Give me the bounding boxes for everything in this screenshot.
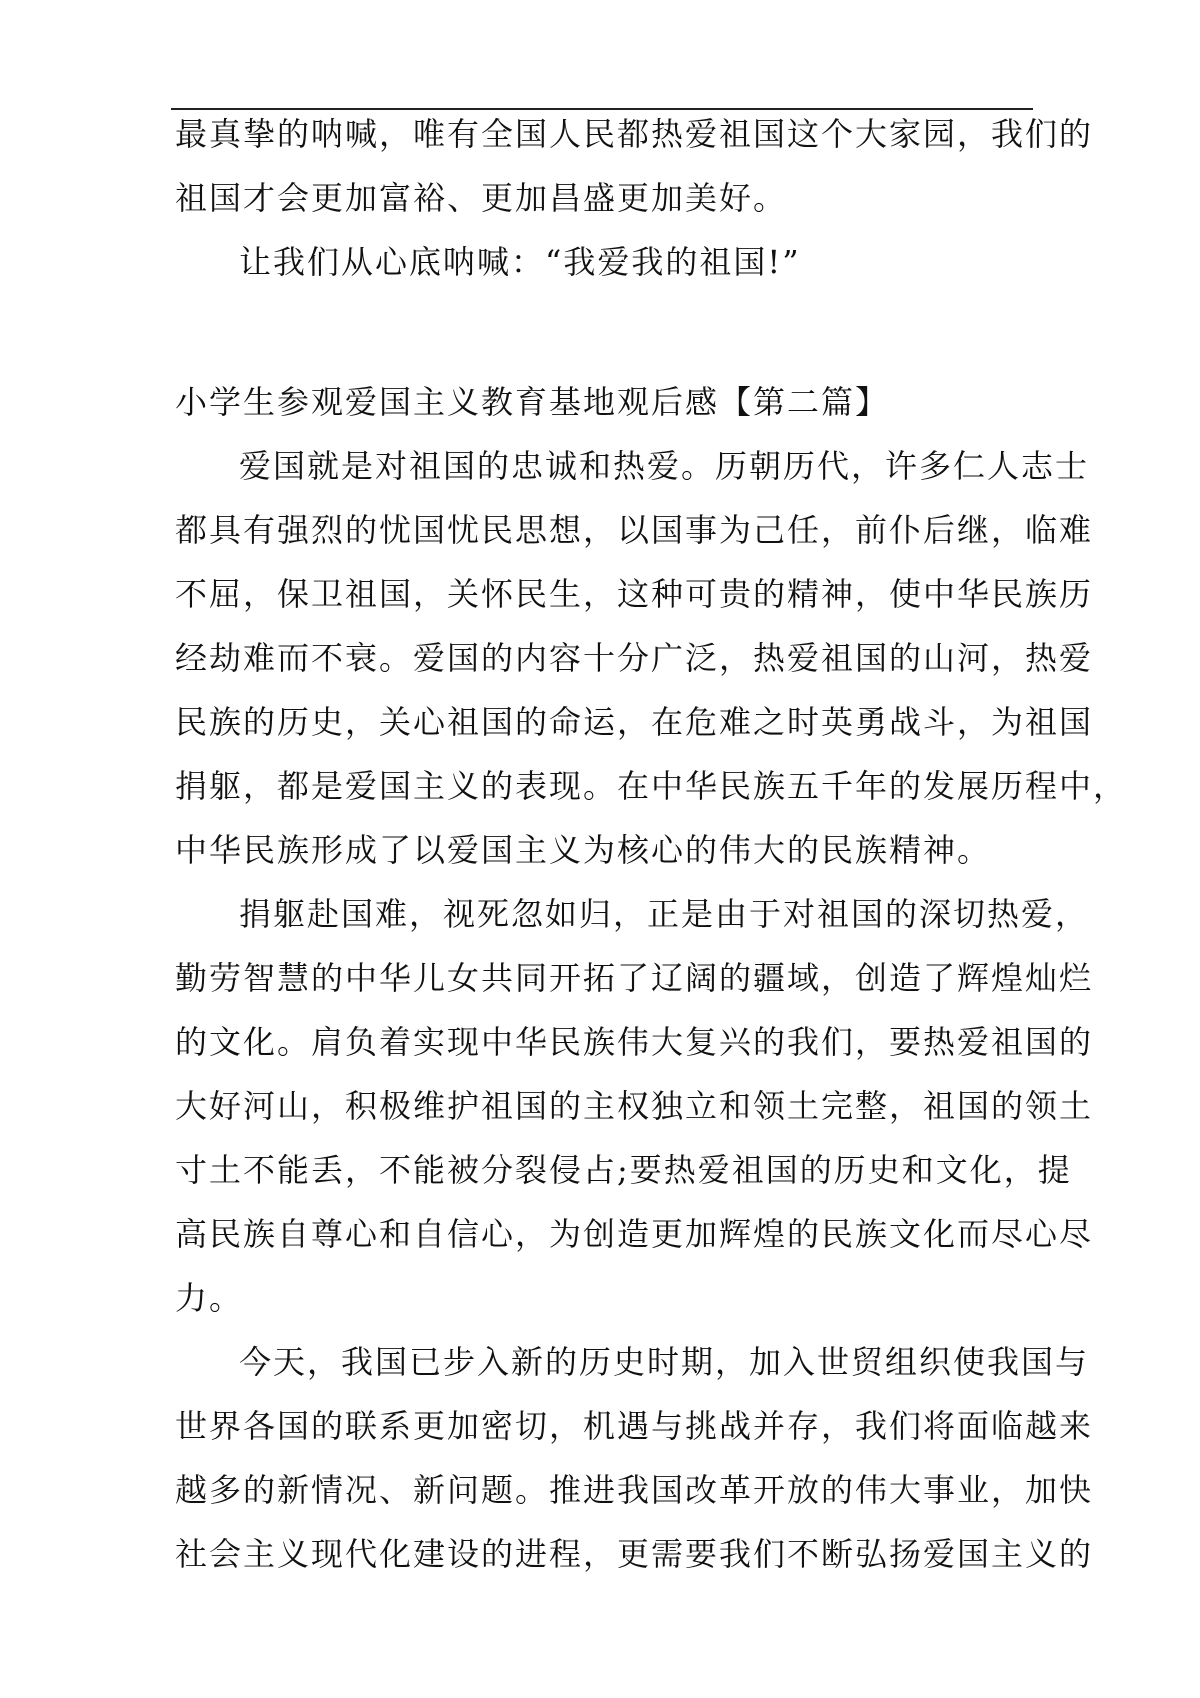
text-line: 大好河山，积极维护祖国的主权独立和领土完整，祖国的领土 [175, 1087, 1094, 1125]
text-line: 高民族自尊心和自信心，为创造更加辉煌的民族文化而尽心尽 [175, 1215, 1094, 1253]
text-line: 爱国就是对祖国的忠诚和热爱。历朝历代，许多仁人志士 [239, 447, 1090, 485]
text-line: 力。 [175, 1279, 244, 1317]
text-line: 不屈，保卫祖国，关怀民生，这种可贵的精神，使中华民族历 [175, 575, 1094, 613]
text-line: 世界各国的联系更加密切，机遇与挑战并存，我们将面临越来 [175, 1407, 1094, 1445]
text-line: 社会主义现代化建设的进程，更需要我们不断弘扬爱国主义的 [175, 1535, 1094, 1573]
text-line: 今天，我国已步入新的历史时期，加入世贸组织使我国与 [239, 1343, 1090, 1381]
text-line: 勤劳智慧的中华儿女共同开拓了辽阔的疆域，创造了辉煌灿烂 [175, 959, 1094, 997]
text-line: 寸土不能丢，不能被分裂侵占;要热爱祖国的历史和文化，提 [175, 1151, 1072, 1189]
text-line: 捐躯赴国难，视死忽如归，正是由于对祖国的深切热爱， [239, 895, 1090, 933]
text-line: 都具有强烈的忧国忧民思想，以国事为己任，前仆后继，临难 [175, 511, 1094, 549]
text-line: 中华民族形成了以爱国主义为核心的伟大的民族精神。 [175, 831, 992, 869]
closing-line: 让我们从心底呐喊：“我爱我的祖国!” [239, 243, 801, 281]
section-title [175, 370, 1035, 434]
paragraph-2 [175, 882, 1094, 1330]
paragraph-3 [175, 1330, 1094, 1586]
paragraph-1 [175, 434, 1128, 882]
text-line: 祖国才会更加富裕、更加昌盛更加美好。 [175, 179, 788, 217]
text-line: 越多的新情况、新问题。推进我国改革开放的伟大事业，加快 [175, 1471, 1094, 1509]
text-line: 的文化。肩负着实现中华民族伟大复兴的我们，要热爱祖国的 [175, 1023, 1094, 1061]
continuation-paragraph [175, 102, 1094, 294]
text-line: 经劫难而不衰。爱国的内容十分广泛，热爱祖国的山河，热爱 [175, 639, 1094, 677]
text-line: 最真挚的呐喊，唯有全国人民都热爱祖国这个大家园，我们的 [175, 115, 1094, 153]
text-line: 民族的历史，关心祖国的命运，在危难之时英勇战斗，为祖国 [175, 703, 1094, 741]
section-title-text: 小学生参观爱国主义教育基地观后感【第二篇】 [175, 383, 890, 421]
text-line: 捐躯，都是爱国主义的表现。在中华民族五千年的发展历程中， [175, 767, 1128, 805]
